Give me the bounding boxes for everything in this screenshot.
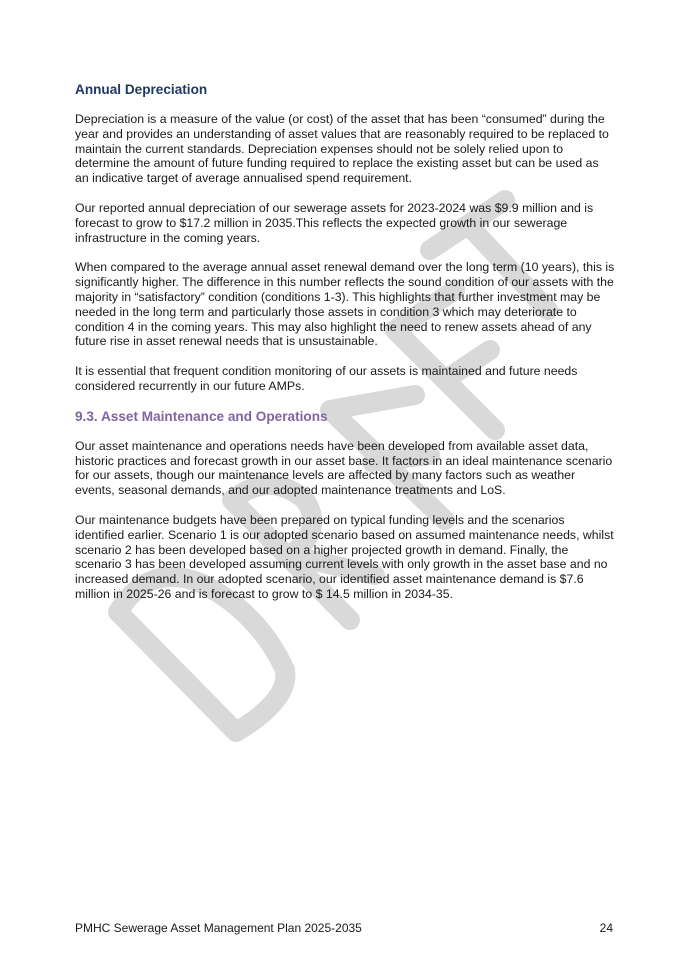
footer-page-number: 24 xyxy=(599,921,613,935)
paragraph: Our maintenance budgets have been prepared on typical funding levels and the scenarios identified earlier. Scenario 1 is our adopted scenario based on assumed maintenance needs, whilst scenario 2 has been developed based on a higher projected growth in demand. Finally, the scenario 3 has been developed assuming current levels with only growth in the asset base and no increased demand. In our adopted scenario, our identified asset maintenance demand is $7.6 million in 2025-26 and is forecast to grow to $ 14.5 million in 2034-35. xyxy=(75,512,614,601)
paragraph: Our reported annual depreciation of our sewerage assets for 2023-2024 was $9.9 million and is forecast to grow to $17.2 million in 2035.This reflects the expected growth in our sewerage infrastructure in the coming years. xyxy=(75,200,594,245)
footer-document-title: PMHC Sewerage Asset Management Plan 2025-2035 xyxy=(75,921,362,935)
paragraph: It is essential that frequent condition monitoring of our assets is maintained and future needs considered recurrently in our future AMPs. xyxy=(75,364,578,393)
page-content xyxy=(75,82,615,617)
paragraph: When compared to the average annual asset renewal demand over the long term (10 years), this is significantly higher. The difference in this number reflects the sound condition of our assets with the majority in “satisfactory” condition (conditions 1-3). This highlights that further investment may be needed in the long term and particularly those assets in condition 3 which may deteriorate to condition 4 in the coming years. This may also highlight the need to renew assets ahead of any future rise in asset renewal needs that is unsustainable. xyxy=(75,260,615,349)
subsection-heading-asset-maintenance: 9.3. Asset Maintenance and Operations xyxy=(75,408,328,424)
section-heading-annual-depreciation: Annual Depreciation xyxy=(75,82,208,97)
paragraph: Our asset maintenance and operations needs have been developed from available asset data, historic practices and forecast growth in our asset base. It factors in an ideal maintenance scenario for our assets, though our maintenance levels are affected by many factors such as weather events, seasonal demands, and our adopted maintenance treatments and LoS. xyxy=(75,438,613,498)
paragraph: Depreciation is a measure of the value (or cost) of the asset that has been “consumed” during the year and provides an understanding of asset values that are reasonably required to be replaced to maintain the current standards. Depreciation expenses should not be solely relied upon to determine the amount of future funding required to replace the existing asset but can be used as an indicative target of average annualised spend requirement. xyxy=(75,112,609,186)
